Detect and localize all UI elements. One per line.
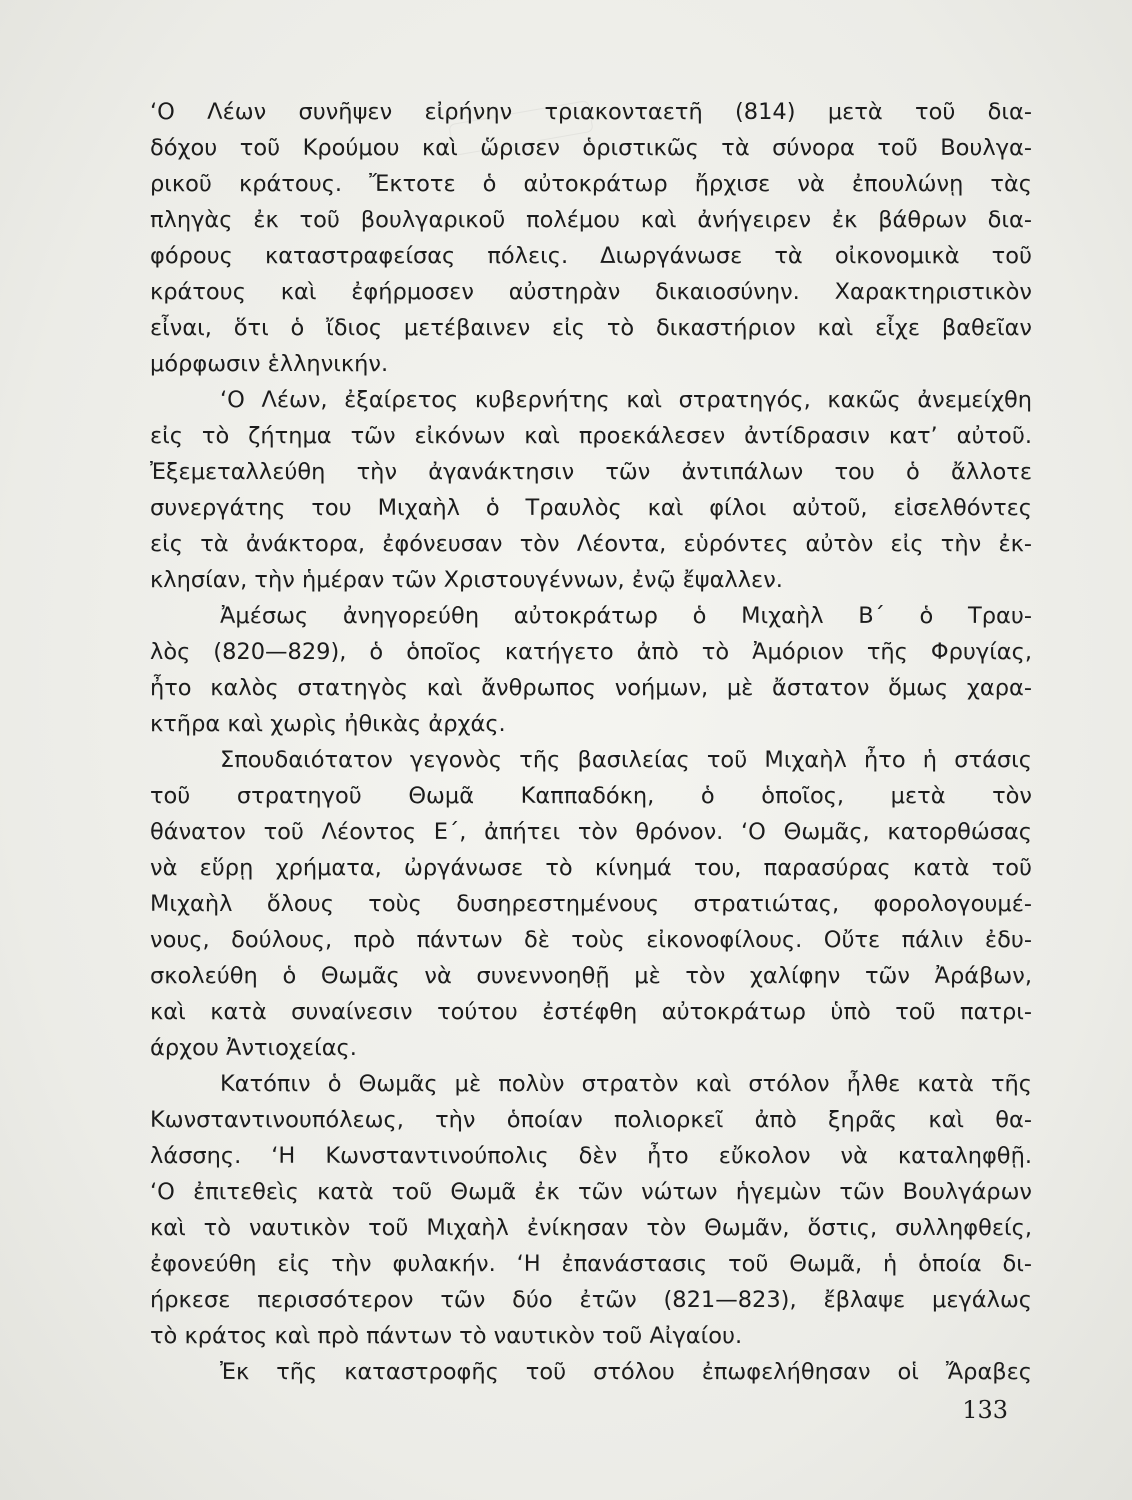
text-line: νὰ εὕρῃ χρήματα, ὠργάνωσε τὸ κίνημά του, παρασύρας κατὰ τοῦ: [150, 855, 1032, 881]
text-line: θάνατον τοῦ Λέοντος Ε΄, ἀπήτει τὸν θρόνον. ‘Ο Θωμᾶς, κατορθώσας: [150, 819, 1032, 845]
text-line: καὶ τὸ ναυτικὸν τοῦ Μιχαὴλ ἐνίκησαν τὸν Θωμᾶν, ὅστις, συλληφθείς,: [150, 1215, 1032, 1241]
text-line: Μιχαὴλ ὅλους τοὺς δυσηρεστημένους στρατιώτας, φορολογουμέ-: [150, 891, 1032, 917]
text-line: ήρκεσε περισσότερον τῶν δύο ἐτῶν (821—823), ἔβλαψε μεγάλως: [150, 1287, 1032, 1313]
page-number: 133: [962, 1396, 1008, 1424]
text-line: ‘Ο ἐπιτεθεὶς κατὰ τοῦ Θωμᾶ ἐκ τῶν νώτων ἡγεμὼν τῶν Βουλγάρων: [150, 1179, 1032, 1205]
text-line: πληγὰς ἐκ τοῦ βουλγαρικοῦ πολέμου καὶ ἀνήγειρεν ἐκ βάθρων δια-: [150, 207, 1032, 233]
text-line: εἰς τὸ ζήτημα τῶν εἰκόνων καὶ προεκάλεσεν ἀντίδρασιν κατ’ αὐτοῦ.: [150, 423, 1032, 449]
text-line: κράτους καὶ ἐφήρμοσεν αὐστηρὰν δικαιοσύνην. Χαρακτηριστικὸν: [150, 279, 1032, 305]
paragraph-start: Σπουδαιότατον γεγονὸς τῆς βασιλείας τοῦ Μιχαὴλ ἦτο ἡ στάσις: [220, 747, 1032, 773]
text-line: εἰς τὰ ἀνάκτορα, ἐφόνευσαν τὸν Λέοντα, εὑρόντες αὐτὸν εἰς τὴν ἐκ-: [150, 531, 1032, 557]
paragraph-start: Κατόπιν ὁ Θωμᾶς μὲ πολὺν στρατὸν καὶ στόλον ἦλθε κατὰ τῆς: [220, 1071, 1032, 1097]
text-line: άρχου Ἀντιοχείας.: [150, 1035, 357, 1061]
text-line: λὸς (820—829), ὁ ὁποῖος κατήγετο ἀπὸ τὸ Ἀμόριον τῆς Φρυγίας,: [150, 639, 1032, 665]
text-line: τὸ κράτος καὶ πρὸ πάντων τὸ ναυτικὸν τοῦ Αἰγαίου.: [150, 1323, 743, 1349]
text-line: σκολεύθη ὁ Θωμᾶς νὰ συνεννοηθῇ μὲ τὸν χαλίφην τῶν Ἀράβων,: [150, 963, 1032, 989]
paragraph-start: Ἀμέσως ἀνηγορεύθη αὐτοκράτωρ ὁ Μιχαὴλ Β΄ ὁ Τραυ-: [220, 603, 1032, 629]
text-line: μόρφωσιν ἑλληνικήν.: [150, 351, 389, 377]
text-line: κτῆρα καὶ χωρὶς ἠθικὰς ἀρχάς.: [150, 711, 506, 737]
text-line: ρικοῦ κράτους. Ἔκτοτε ὁ αὐτοκράτωρ ἤρχισε νὰ ἐπουλώνῃ τὰς: [150, 171, 1032, 197]
text-line: Ἐξεμεταλλεύθη τὴν ἀγανάκτησιν τῶν ἀντιπάλων του ὁ ἄλλοτε: [150, 459, 1032, 485]
text-line: νους, δούλους, πρὸ πάντων δὲ τοὺς εἰκονοφίλους. Οὔτε πάλιν ἐδυ-: [150, 927, 1032, 953]
text-line: συνεργάτης του Μιχαὴλ ὁ Τραυλὸς καὶ φίλοι αὐτοῦ, εἰσελθόντες: [150, 495, 1032, 521]
text-line: ἐφονεύθη εἰς τὴν φυλακήν. ‘Η ἐπανάστασις τοῦ Θωμᾶ, ἡ ὁποία δι-: [150, 1251, 1032, 1277]
paragraph-start: ‘Ο Λέων, ἐξαίρετος κυβερνήτης καὶ στρατηγός, κακῶς ἀνεμείχθη: [220, 387, 1032, 413]
text-line: ἦτο καλὸς στατηγὸς καὶ ἄνθρωπος νοήμων, μὲ ἄστατον ὅμως χαρα-: [150, 675, 1032, 701]
text-line: ‘Ο Λέων συνῆψεν εἰρήνην τριακονταετῆ (814) μετὰ τοῦ δια-: [150, 99, 1032, 125]
text-line: εἶναι, ὅτι ὁ ἴδιος μετέβαινεν εἰς τὸ δικαστήριον καὶ εἶχε βαθεῖαν: [150, 315, 1032, 341]
text-line: λάσσης. ‘Η Κωνσταντινούπολις δὲν ἦτο εὔκολον νὰ καταληφθῇ.: [150, 1143, 1032, 1169]
text-line: δόχου τοῦ Κρούμου καὶ ὥρισεν ὁριστικῶς τὰ σύνορα τοῦ Βουλγα-: [150, 135, 1032, 161]
paragraph-start: Ἐκ τῆς καταστροφῆς τοῦ στόλου ἐπωφελήθησαν οἱ Ἄραβες: [220, 1359, 1032, 1385]
text-line: φόρους καταστραφείσας πόλεις. Διωργάνωσε τὰ οἰκονομικὰ τοῦ: [150, 243, 1032, 269]
text-line: Κωνσταντινουπόλεως, τὴν ὁποίαν πολιορκεῖ ἀπὸ ξηρᾶς καὶ θα-: [150, 1107, 1032, 1133]
text-line: τοῦ στρατηγοῦ Θωμᾶ Καππαδόκη, ὁ ὁποῖος, μετὰ τὸν: [150, 783, 1032, 809]
text-line: καὶ κατὰ συναίνεσιν τούτου ἐστέφθη αὐτοκράτωρ ὑπὸ τοῦ πατρι-: [150, 999, 1032, 1025]
text-line: κλησίαν, τὴν ἡμέραν τῶν Χριστουγέννων, ἐνῷ ἔψαλλεν.: [150, 567, 783, 593]
body-text: [150, 94, 1032, 1390]
